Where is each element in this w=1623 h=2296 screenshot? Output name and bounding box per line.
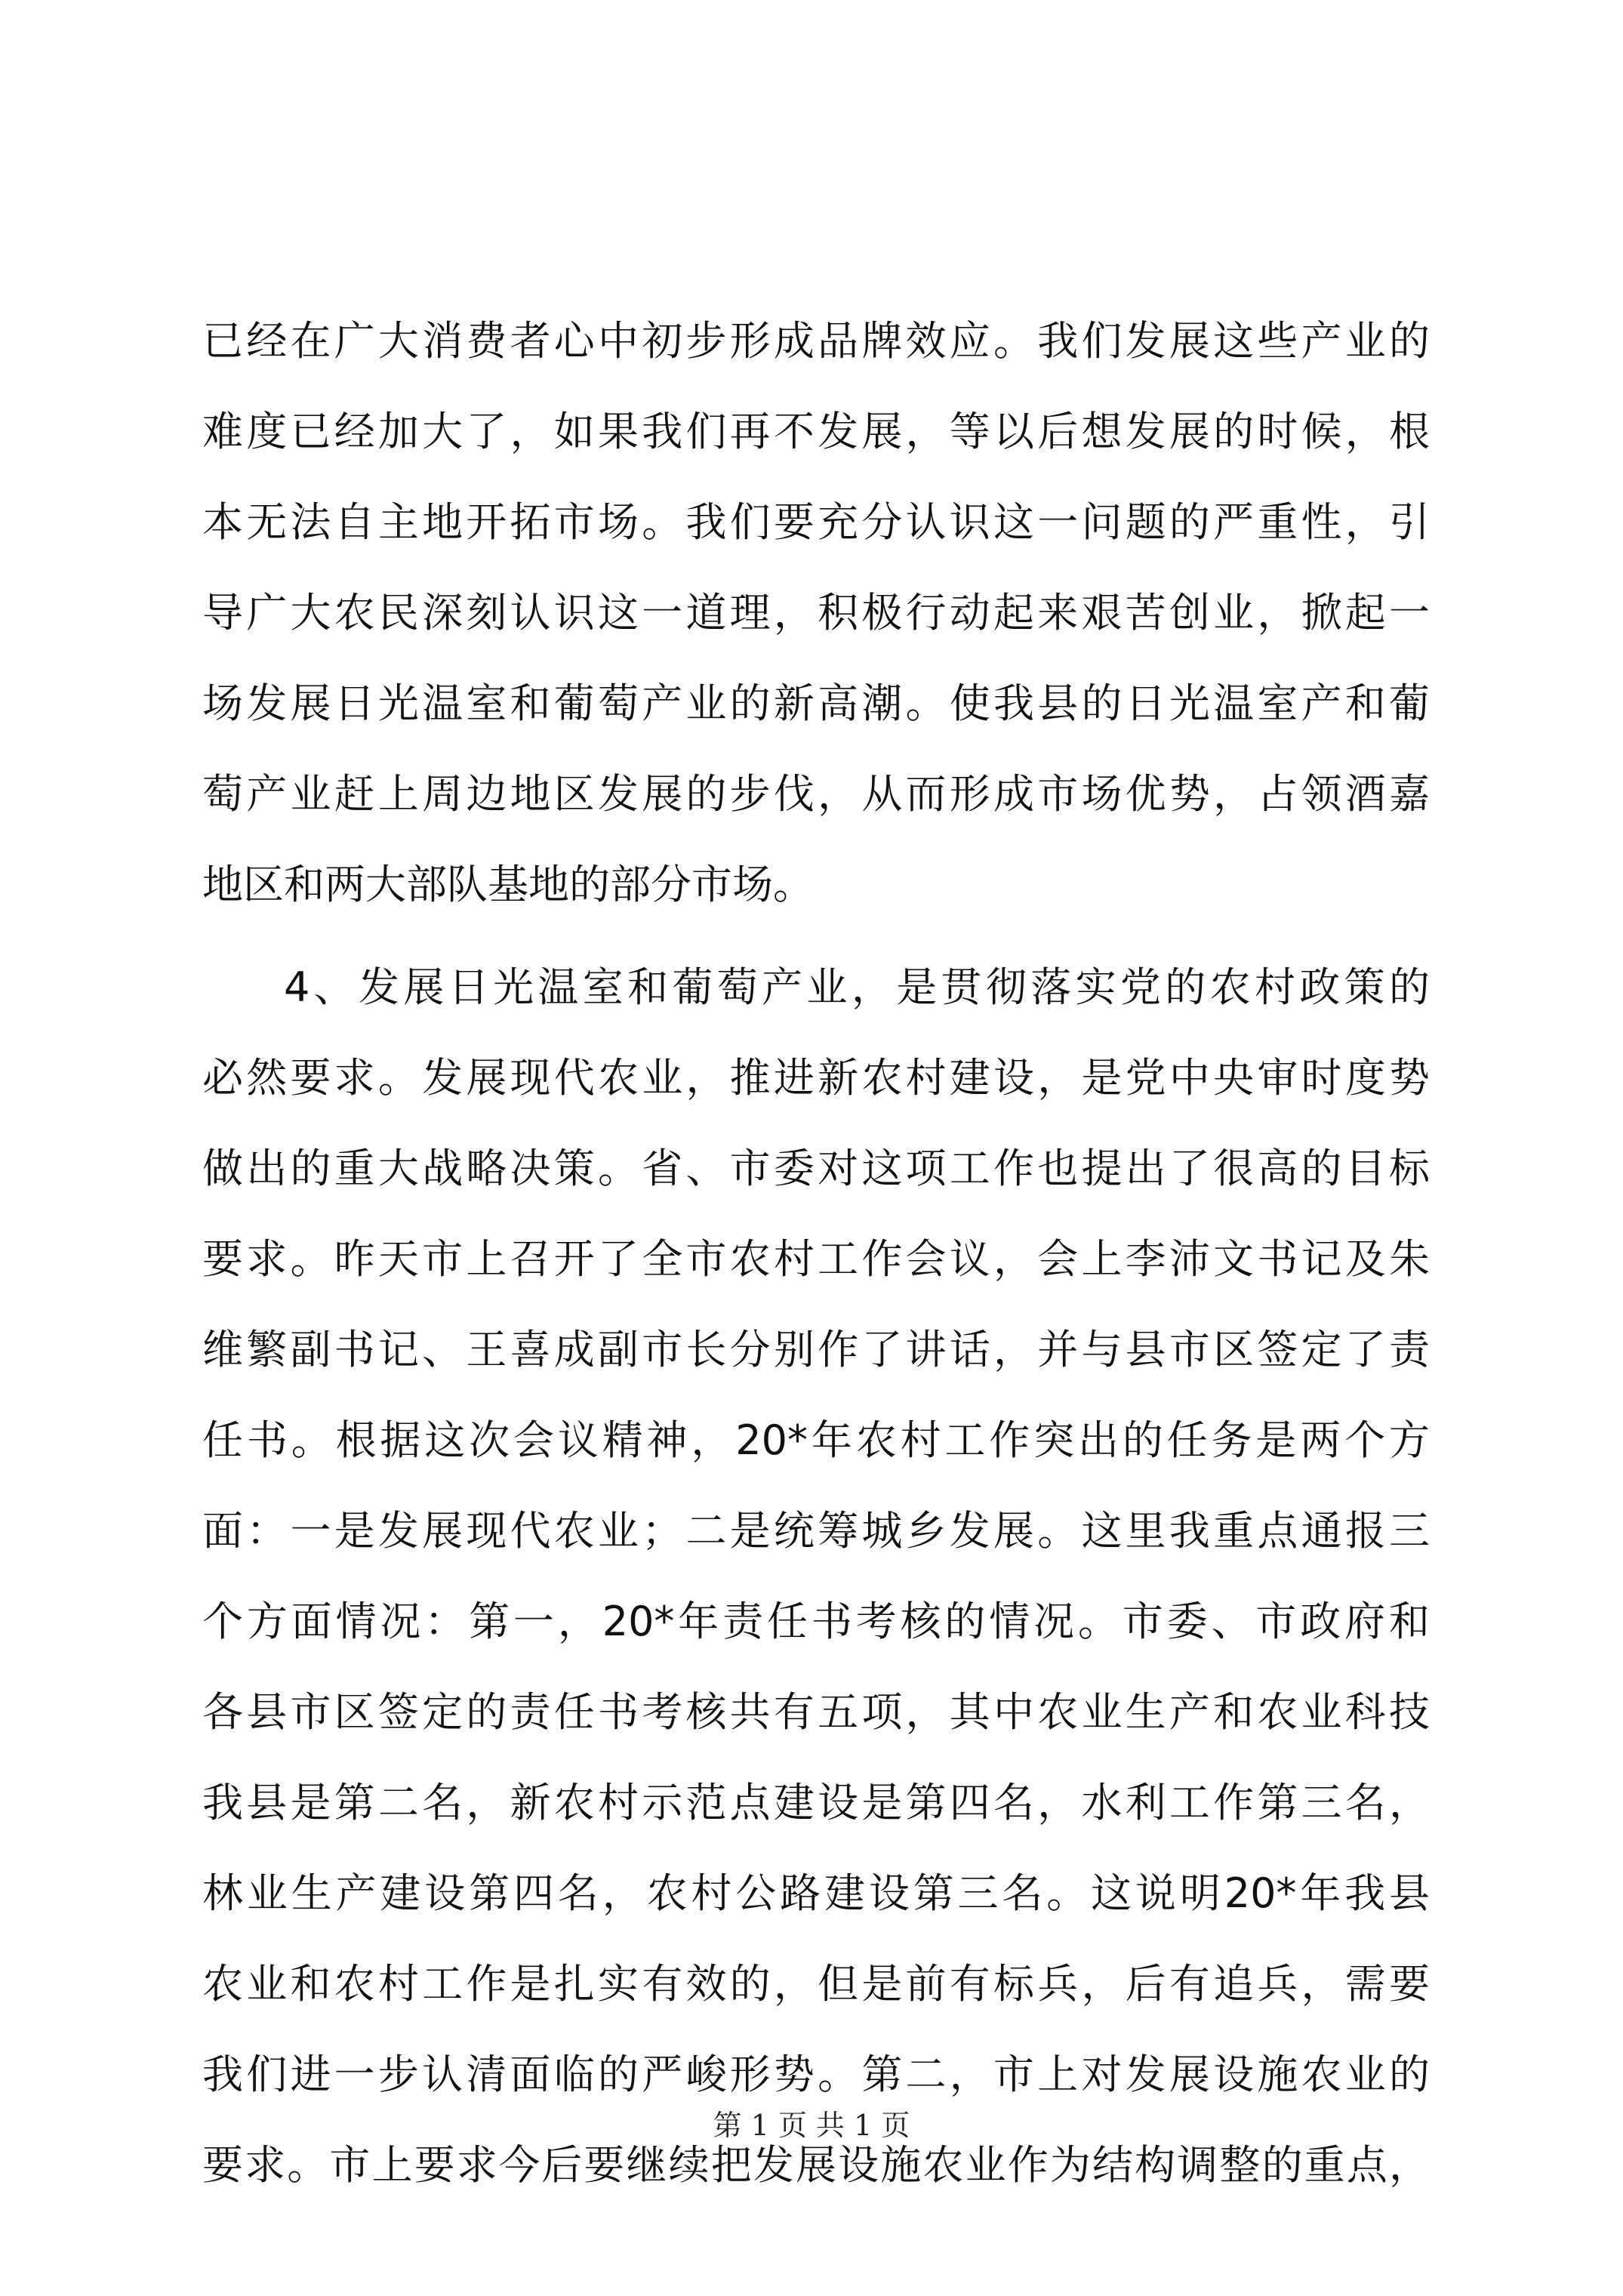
text-line: 我们进一步认清面临的严峻形势。第二，市上对发展设施农业的	[202, 2051, 1430, 2098]
text-line: 做出的重大战略决策。省、市委对这项工作也提出了很高的目标	[202, 1145, 1430, 1192]
text-line: 个方面情况：第一，20*年责任书考核的情况。市委、市政府和	[202, 1598, 1430, 1645]
text-line: 难度已经加大了，如果我们再不发展，等以后想发展的时候，根	[202, 408, 1430, 455]
text-line: 必然要求。发展现代农业，推进新农村建设，是党中央审时度势	[202, 1054, 1430, 1102]
text-line: 场发展日光温室和葡萄产业的新高潮。使我县的日光温室产和葡	[202, 680, 1430, 727]
body-text	[202, 296, 1430, 2211]
text-line: 已经在广大消费者心中初步形成品牌效应。我们发展这些产业的	[202, 317, 1430, 365]
text-line: 农业和农村工作是扎实有效的，但是前有标兵，后有追兵，需要	[202, 1960, 1430, 2008]
text-line: 要求。昨天市上召开了全市农村工作会议，会上李沛文书记及朱	[202, 1235, 1430, 1283]
paragraph-1	[202, 296, 1430, 930]
text-line: 导广大农民深刻认识这一道理，积极行动起来艰苦创业，掀起一	[202, 589, 1430, 636]
text-line: 本无法自主地开拓市场。我们要充分认识这一问题的严重性，引	[202, 498, 1430, 546]
page-number-footer: 第 1 页 共 1 页	[713, 2109, 910, 2142]
paragraph-gap	[202, 930, 1430, 942]
text-line: 各县市区签定的责任书考核共有五项，其中农业生产和农业科技	[202, 1688, 1430, 1736]
text-line: 我县是第二名，新农村示范点建设是第四名，水利工作第三名，	[202, 1779, 1430, 1826]
text-line: 任书。根据这次会议精神，20*年农村工作突出的任务是两个方	[202, 1416, 1430, 1464]
text-line: 面：一是发展现代农业；二是统筹城乡发展。这里我重点通报三	[202, 1507, 1430, 1555]
text-line: 维繁副书记、王喜成副市长分别作了讲话，并与县市区签定了责	[202, 1326, 1430, 1373]
paragraph-2	[202, 942, 1430, 2211]
text-line: 地区和两大部队基地的部分市场。	[202, 861, 814, 908]
text-line: 要求。市上要求今后要继续把发展设施农业作为结构调整的重点，	[202, 2141, 1430, 2189]
text-line: 林业生产建设第四名，农村公路建设第三名。这说明20*年我县	[202, 1869, 1430, 1917]
text-line: 萄产业赶上周边地区发展的步伐，从而形成市场优势，占领酒嘉	[202, 770, 1430, 818]
text-line: 4、发展日光温室和葡萄产业，是贯彻落实党的农村政策的	[284, 963, 1430, 1011]
